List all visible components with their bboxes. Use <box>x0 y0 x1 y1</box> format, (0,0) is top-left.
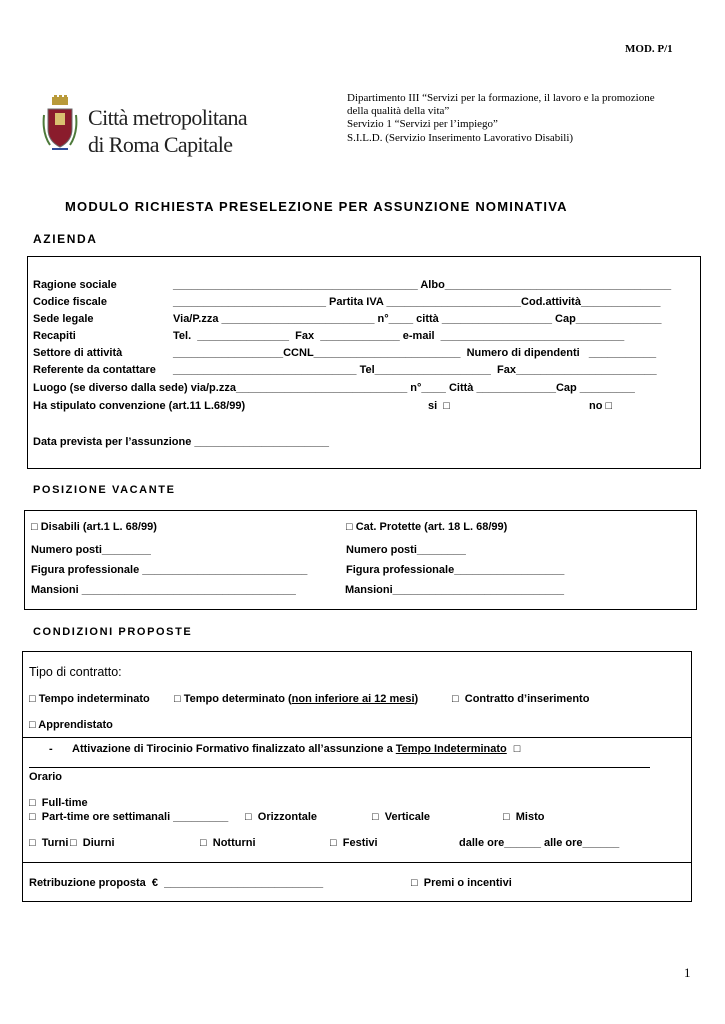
convenzione-si-checkbox[interactable]: si □ <box>428 400 450 412</box>
section-azienda-heading: AZIENDA <box>33 232 98 246</box>
dept-line2: della qualità della vita” <box>347 105 450 117</box>
recapiti-label: Recapiti <box>33 330 76 342</box>
tirocinio-option[interactable] <box>72 743 520 755</box>
apprendistato-checkbox[interactable]: □ Apprendistato <box>29 719 113 731</box>
cat-protette-checkbox[interactable]: □ Cat. Protette (art. 18 L. 68/99) <box>346 521 508 533</box>
settore-field[interactable]: __________________CCNL________________________ Numero di dipendenti ___________ <box>173 347 657 359</box>
logo-line2: di Roma Capitale <box>88 132 233 157</box>
premi-incentivi-checkbox[interactable]: □ Premi o incentivi <box>411 877 512 889</box>
tempo-determinato-close: ) <box>414 693 419 705</box>
part-time-checkbox[interactable]: □ Part-time ore settimanali _________ <box>29 811 229 823</box>
tempo-indeterminato-checkbox[interactable]: □ Tempo indeterminato <box>29 693 150 705</box>
dept-line4: S.I.L.D. (Servizio Inserimento Lavorativo Disabili) <box>347 132 574 144</box>
dept-line3: Servizio 1 “Servizi per l’impiego” <box>347 118 498 130</box>
data-prevista-field[interactable]: Data prevista per l’assunzione ______________________ <box>33 436 329 448</box>
referente-label: Referente da contattare <box>33 364 156 376</box>
contratto-inserimento-checkbox[interactable]: □ Contratto d’inserimento <box>452 693 590 705</box>
orizzontale-checkbox[interactable]: □ Orizzontale <box>245 811 318 823</box>
orario-dalle-alle-field[interactable]: dalle ore______ alle ore______ <box>459 837 620 849</box>
notturni-checkbox[interactable]: □ Notturni <box>200 837 256 849</box>
turni-checkbox[interactable]: □ Turni <box>29 837 69 849</box>
full-time-checkbox[interactable]: □ Full-time <box>29 797 88 809</box>
tirocinio-dash: - <box>49 743 53 755</box>
tirocinio-underline <box>29 767 650 768</box>
festivi-checkbox[interactable]: □ Festivi <box>330 837 378 849</box>
misto-checkbox[interactable]: □ Misto <box>503 811 545 823</box>
condizioni-divider-1 <box>22 737 692 738</box>
page-number: 1 <box>684 965 691 980</box>
recapiti-field[interactable]: Tel. _______________ Fax _____________ e-mail ______________________________ <box>173 330 625 342</box>
logo-line1: Città metropolitana <box>88 105 248 130</box>
disabili-checkbox[interactable]: □ Disabili (art.1 L. 68/99) <box>31 521 157 533</box>
section-condizioni-heading: CONDIZIONI PROPOSTE <box>33 626 193 638</box>
tirocinio-label: Attivazione di Tirocinio Formativo finalizzato all’assunzione a <box>72 743 396 755</box>
tempo-determinato-label: □ Tempo determinato ( <box>174 693 292 705</box>
tempo-determinato-note: non inferiore ai 12 mesi <box>291 693 415 705</box>
condizioni-divider-2 <box>22 862 692 863</box>
codice-fiscale-field[interactable]: _________________________ Partita IVA ______________________Cod.attività_____________ <box>173 296 661 308</box>
coat-of-arms-icon <box>42 95 78 155</box>
diurni-checkbox[interactable]: □ Diurni <box>70 837 115 849</box>
referente-field[interactable]: ______________________________ Tel___________________ Fax_______________________ <box>173 364 657 376</box>
mod-code: MOD. P/1 <box>625 43 673 55</box>
retribuzione-field[interactable]: Retribuzione proposta € __________________________ <box>29 877 324 889</box>
sede-legale-field[interactable]: Via/P.zza _________________________ n°____ città __________________ Cap______________ <box>173 313 662 325</box>
dept-line1: Dipartimento III “Servizi per la formazione, il lavoro e la promozione <box>347 92 655 104</box>
tirocinio-checkbox[interactable]: □ <box>513 743 521 755</box>
form-title: MODULO RICHIESTA PRESELEZIONE PER ASSUNZIONE NOMINATIVA <box>65 199 568 214</box>
convenzione-no-checkbox[interactable]: no □ <box>589 400 613 412</box>
condizioni-box <box>22 651 692 902</box>
ragione-sociale-label: Ragione sociale <box>33 279 117 291</box>
luogo-field[interactable]: Luogo (se diverso dalla sede) via/p.zza____________________________ n°____ Città _____________Cap _________ <box>33 382 635 394</box>
codice-fiscale-label: Codice fiscale <box>33 296 107 308</box>
orario-label: Orario <box>29 771 63 783</box>
tirocinio-tempo-indeterminato: Tempo Indeterminato <box>395 743 507 755</box>
cat-protette-mansioni-field[interactable]: Mansioni____________________________ <box>345 584 564 596</box>
disabili-mansioni-field[interactable]: Mansioni ___________________________________ <box>31 584 296 596</box>
cat-protette-posti-field[interactable]: Numero posti________ <box>346 544 466 556</box>
cat-protette-figura-field[interactable]: Figura professionale__________________ <box>346 564 565 576</box>
section-posizione-heading: POSIZIONE VACANTE <box>33 484 176 496</box>
settore-label: Settore di attività <box>33 347 123 359</box>
ragione-sociale-field[interactable]: ________________________________________ Albo_____________________________________ <box>173 279 672 291</box>
sede-legale-label: Sede legale <box>33 313 94 325</box>
convenzione-label: Ha stipulato convenzione (art.11 L.68/99) <box>33 400 246 412</box>
disabili-figura-field[interactable]: Figura professionale ___________________________ <box>31 564 308 576</box>
tipo-contratto-label: Tipo di contratto: <box>29 665 122 679</box>
verticale-checkbox[interactable]: □ Verticale <box>372 811 431 823</box>
logo <box>42 95 252 159</box>
disabili-posti-field[interactable]: Numero posti________ <box>31 544 151 556</box>
tempo-determinato-checkbox[interactable] <box>174 693 418 705</box>
